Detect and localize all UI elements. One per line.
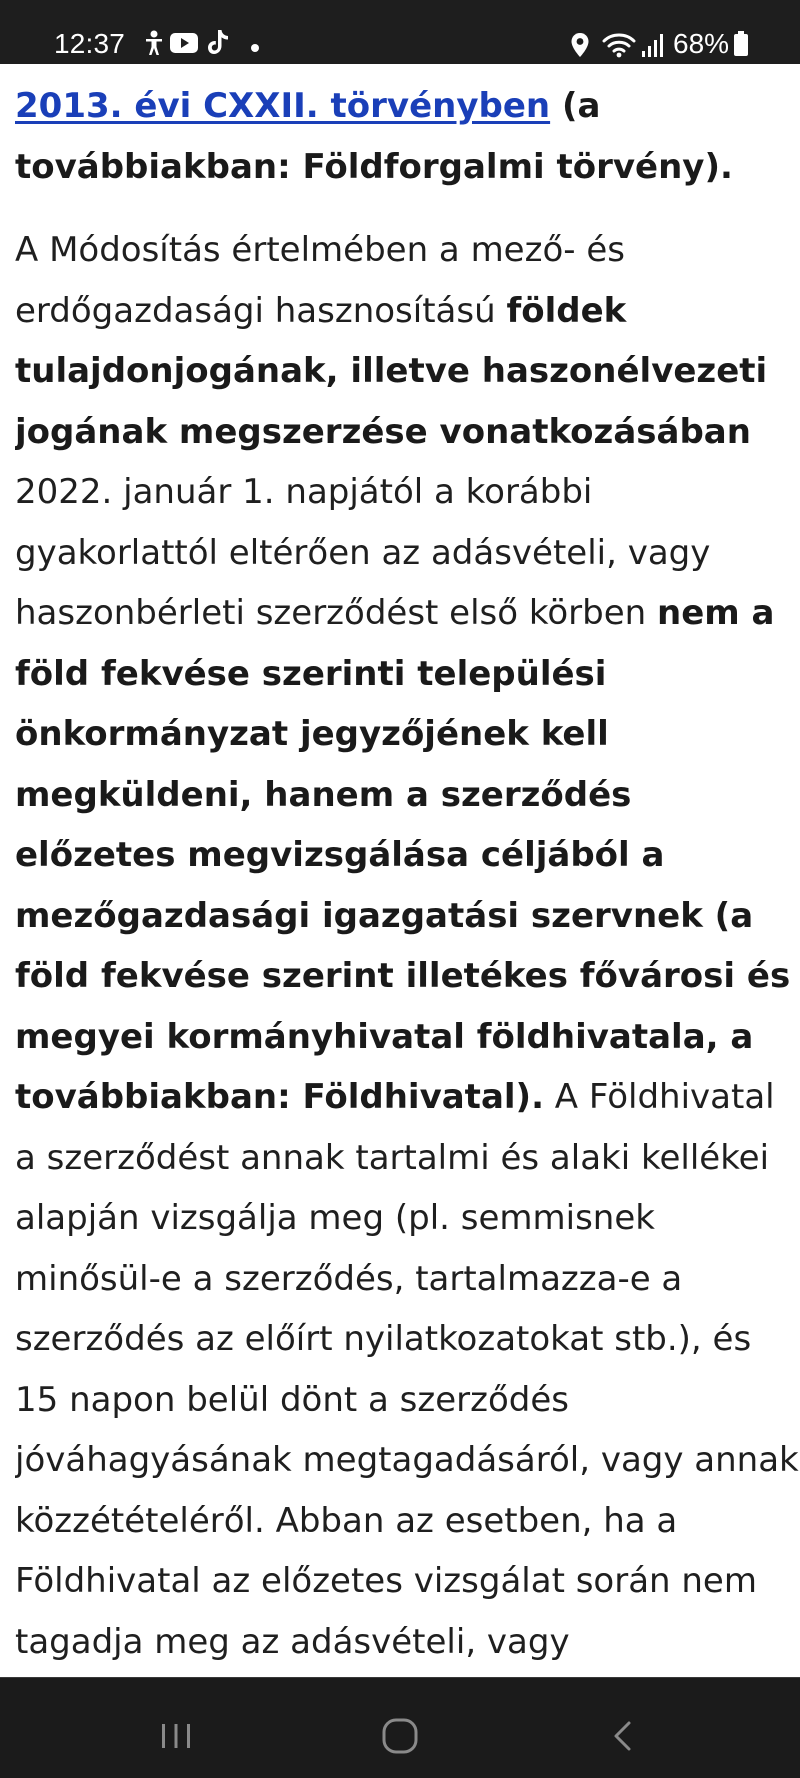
recent-apps-button[interactable] (146, 1706, 206, 1766)
article-content[interactable] (15, 0, 800, 1677)
navigation-bar (0, 1677, 800, 1778)
status-time: 12:37 (54, 28, 126, 59)
paragraph-law-reference (15, 76, 800, 197)
back-button[interactable] (594, 1706, 654, 1766)
paragraph-2-text-2: 2022. január 1. napjától a korábbi gyakorlattól eltérően az adásvételi, vagy haszonbérleti szerződést első körben (15, 472, 711, 633)
paragraph-amendment (15, 220, 800, 1672)
paragraph-2-bold-1: földek tulajdonjogának, illetve haszonélvezeti jogának megszerzése vonatkozásában (15, 290, 768, 452)
back-icon (606, 1718, 642, 1754)
status-bar (0, 0, 800, 64)
paragraph-2-text-1: A Módosítás értelmében a mező- és erdőgazdasági hasznosítású (15, 230, 625, 331)
youtube-icon (170, 33, 198, 58)
law-link[interactable]: 2013. évi CXXII. törvényben (15, 86, 551, 126)
wifi-icon (602, 32, 636, 63)
accessibility-icon (143, 30, 165, 61)
tiktok-icon (207, 29, 229, 60)
recent-apps-icon (158, 1718, 194, 1754)
home-button[interactable] (370, 1706, 430, 1766)
paragraph-2-text-3: A Földhivatal a szerződést annak tartalmi és alaki kellékei alapján vizsgálja meg (pl. semmisnek minősül-e a szerződés, tartalmazza-e a szerződés az előírt nyilatkozatokat stb.), és 15 napon belül dönt a szerződés jóváhagyásának megtagadásáról, vagy annak közzétételéről. Abban az esetben, ha a Földhivatal az előzetes vizsgálat során nem tagadja meg az adásvételi, vagy (15, 1077, 799, 1662)
location-icon (570, 32, 590, 63)
battery-icon (733, 31, 749, 62)
signal-icon (641, 32, 665, 63)
notification-dot-icon (250, 40, 260, 58)
paragraph-1-bold: (a továbbiakban: Földforgalmi törvény). (15, 86, 733, 187)
home-icon (380, 1716, 420, 1756)
battery-percentage: 68% (673, 28, 730, 59)
paragraph-2-bold-2: nem a föld fekvése szerinti települési önkormányzat jegyzőjének kell megküldeni, hanem a szerződés előzetes megvizsgálása céljából a mezőgazdasági igazgatási szervnek (a föld fekvése szerint illetékes fővárosi és megyei kormányhivatal földhivatala, a továbbiakban: Földhivatal). (15, 593, 791, 1117)
